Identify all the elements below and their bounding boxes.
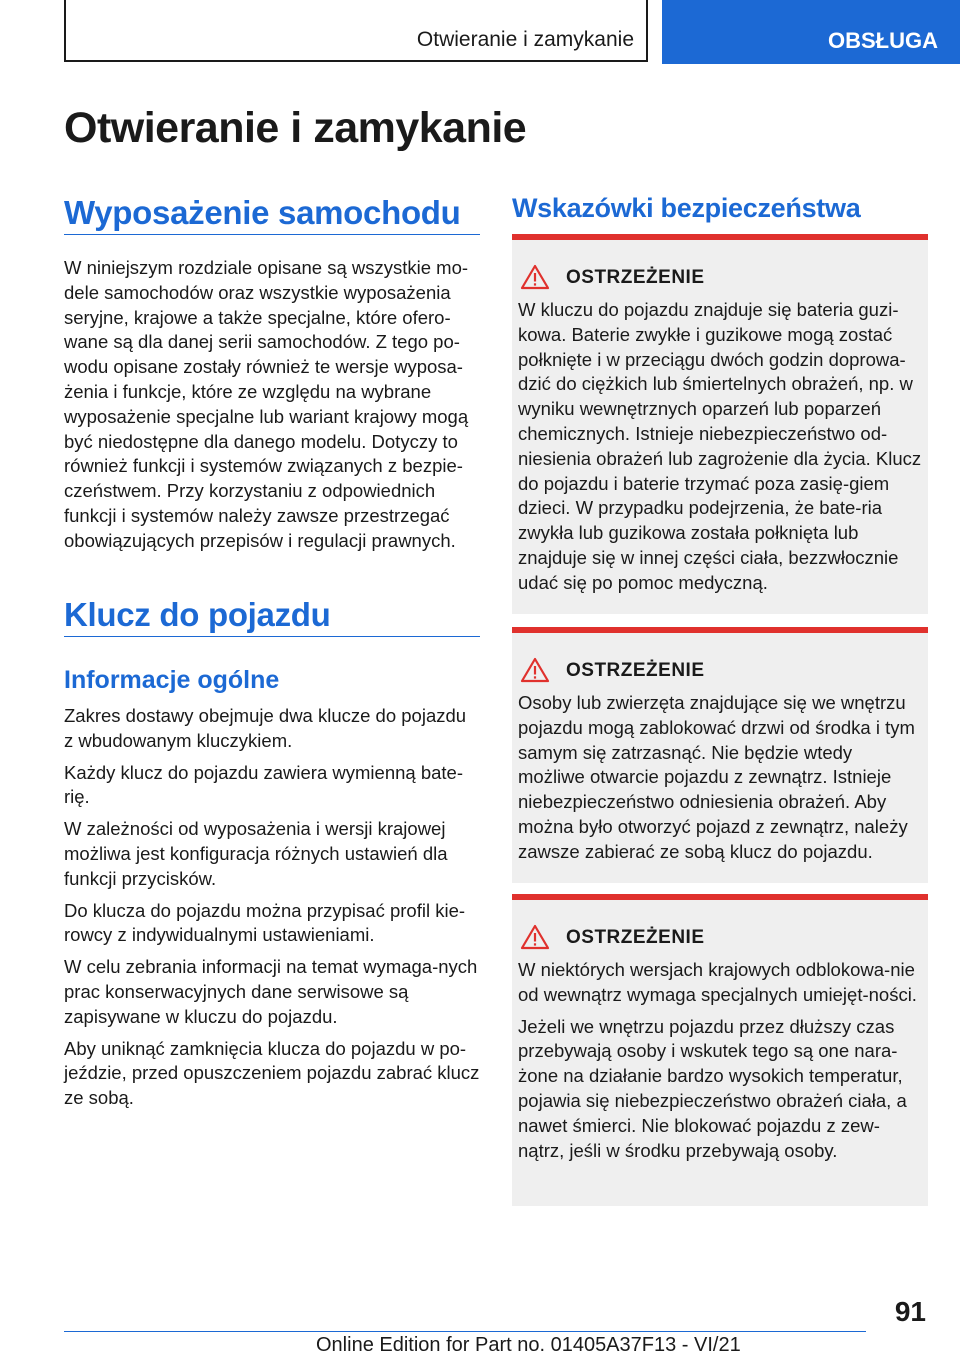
general-info-text-block — [64, 704, 480, 1118]
header-section-label: OBSŁUGA — [828, 28, 938, 53]
warning-body — [518, 691, 924, 872]
warning-box-battery — [512, 234, 928, 614]
warning-paragraph: Jeżeli we wnętrzu pojazdu przez dłuższy czas przebywają osoby i wskutek tego są one nara-żone na działanie bardzo wysokich temperatur, pojawia się niebezpieczeństwo obrażeń ciała, a nawet śmierci. Nie blokować pojazdu z zew-nątrz, jeśli w środku przebywają osoby. — [518, 1015, 907, 1161]
warning-body — [518, 958, 924, 1170]
warning-box-lock-in — [512, 627, 928, 883]
warning-body — [518, 298, 924, 603]
warning-triangle-icon — [520, 264, 550, 290]
heading-equipment: Wyposażenie samochodu — [64, 194, 461, 231]
general-paragraph: Zakres dostawy obejmuje dwa klucze do pojazdu z wbudowanym kluczykiem. — [64, 705, 467, 751]
warning-label: OSTRZEŻENIE — [566, 927, 705, 948]
warning-label: OSTRZEŻENIE — [566, 660, 705, 681]
heading-safety: Wskazówki bezpieczeństwa — [512, 193, 861, 223]
heading-rule — [64, 234, 480, 235]
general-paragraph: Każdy klucz do pojazdu zawiera wymienną bate-rię. — [64, 761, 463, 808]
warning-triangle-icon — [520, 924, 550, 950]
general-paragraph: W zależności od wyposażenia i wersji krajowej możliwa jest konfiguracja różnych ustawień dla funkcji przycisków. — [64, 818, 448, 889]
header-title: Otwieranie i zamykanie — [416, 28, 634, 51]
warning-label: OSTRZEŻENIE — [566, 267, 705, 288]
footer-rule — [64, 1331, 866, 1332]
heading-general-info: Informacje ogólne — [64, 666, 280, 694]
equipment-paragraph: W niniejszym rozdziale opisane są wszystkie mo-dele samochodów oraz wszystkie wyposażenia seryjne, krajowe a także specjalne, które ofero-wane są dla danej serii samochodów. Z tego po-wodu opisane zostały również te wersje wyposa-żenia i funkcje, które ze względu na wybrane wyposażenie specjalne lub wariant krajowy mogą być niedostępne dla danego modelu. Dotyczy to również funkcji i systemów związanych z bezpie-czeństwem. Przy korzystaniu z odpowiednich funkcji i systemów należy zawsze przestrzegać obowiązujących przepisów i regulacji prawnych. — [64, 257, 469, 551]
heading-vehicle-key: Klucz do pojazdu — [64, 596, 331, 633]
footer-edition: Online Edition for Part no. 01405A37F13 - VI/21 — [316, 1334, 741, 1356]
page-number: 91 — [894, 1296, 926, 1327]
header-section-tab — [662, 0, 960, 64]
warning-paragraph: W niektórych wersjach krajowych odblokowa-nie od wewnątrz wymaga specjalnych umiejęt-ności. — [518, 959, 917, 1005]
warning-paragraph: Osoby lub zwierzęta znajdujące się we wnętrzu pojazdu mogą zablokować drzwi od środka i tym samym się zatrzasnąć. Nie będzie wtedy możliwe otwarcie pojazdu z zewnątrz. Istnieje niebezpieczeństwo odniesienia obrażeń. Aby można było otworzyć pojazd z zewnątrz, należy zawsze zabierać ze sobą klucz do pojazdu. — [518, 692, 915, 862]
page-title: Otwieranie i zamykanie — [64, 104, 527, 152]
warning-paragraph: W kluczu do pojazdu znajduje się bateria guzi-kowa. Baterie zwykłe i guzikowe mogą zostać połknięte i w przeciągu dwóch godzin doprowa-dzić do ciężkich lub śmiertelnych obrażeń, np. w wyniku wewnętrznych oparzeń lub poparzeń chemicznych. Istnieje niebezpieczeństwo od-niesienia obrażeń lub zagrożenie dla życia. Klucz do pojazdu i baterie trzymać poza zasię-giem dzieci. W przypadku podejrzenia, że bate-ria zwykła lub guzikowa została połknięta lub znajduje się w innej części ciała, bezzwłocznie udać się po pomoc medyczną. — [518, 299, 922, 593]
general-paragraph: Aby uniknąć zamknięcia klucza do pojazdu w po-jeździe, przed opuszczeniem pojazdu zabrać klucz ze sobą. — [64, 1037, 480, 1109]
equipment-text-block — [64, 256, 480, 561]
heading-rule — [64, 636, 480, 637]
warning-box-temperature — [512, 894, 928, 1206]
header-title-box — [64, 0, 648, 62]
general-paragraph: W celu zebrania informacji na temat wymaga-nych prac konserwacyjnych dane serwisowe są zapisywane w kluczu do pojazdu. — [64, 956, 478, 1027]
warning-triangle-icon — [520, 657, 550, 683]
general-paragraph: Do klucza do pojazdu można przypisać profil kie-rowcy z indywidualnymi ustawieniami. — [64, 899, 466, 946]
